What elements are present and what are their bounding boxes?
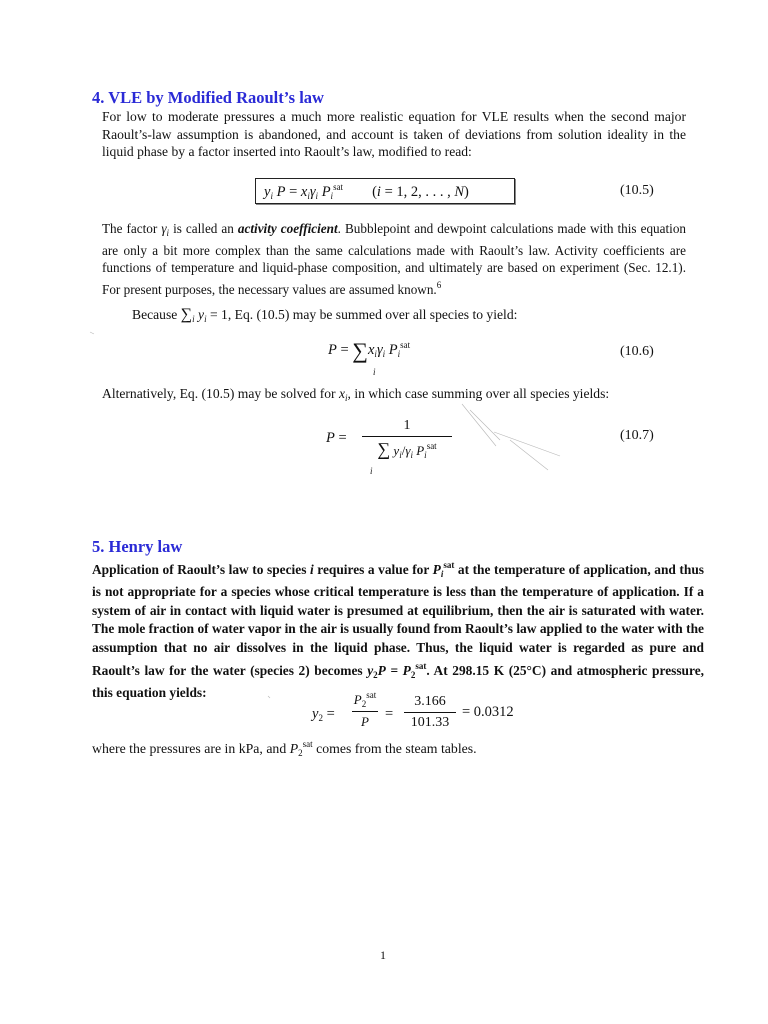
- equation-10-6: $P = \sum x_i\gamma_i$ $P_i^{sat}$: [328, 338, 411, 363]
- equation-10-5: $y_i$ $P = x_i\gamma_i$ $P_i^{sat}$ (i = 1, 2, . . . , N): [264, 182, 469, 201]
- section-4-activity-paragraph: The factor $\gamma_i$ is called an activity coefficient. Bubblepoint and dewpoint calculations made with this equation are only a bit more complex than the same calculations made with Raoult’s law. Activity coefficients are functions of temperature and liquid-phase composition, and ultimately are based on experiment (Sec. 12.1). For present purposes, the necessary values are assumed known.$^6$: [102, 221, 687, 297]
- equals-sign: =: [385, 706, 394, 722]
- equation-number-10-5: (10.5): [620, 183, 654, 198]
- closing-line: where the pressures are in kPa, and $P_2^{sat}$ comes from the steam tables.: [92, 739, 477, 758]
- section-4-intro: For low to moderate pressures a much more realistic equation for VLE results when the second major Raoult’s-law assumption is abandoned, and account is taken of deviations from solution ideality in the liquid phase by a factor inserted into Raoult’s law, modified to read:: [102, 109, 686, 159]
- alternatively-line: Alternatively, Eq. (10.5) may be solved for $x_i$, in which case summing over all species yields:: [102, 386, 610, 403]
- y2-ratio-fraction: $P_2^{sat}$ P: [353, 690, 377, 729]
- equation-10-7-fraction: 1 ∑ $y_i/\gamma_i$ $P_i^{sat}$: [362, 418, 452, 460]
- sum-index-10-7: i: [370, 466, 373, 476]
- y2-lhs: $y_2$ =: [312, 706, 335, 723]
- page-number: 1: [380, 948, 386, 962]
- y2-result: = 0.0312: [462, 704, 514, 720]
- y2-numeric-fraction: 3.166 101.33: [404, 694, 456, 731]
- equation-10-7-lhs: P =: [326, 430, 347, 446]
- sum-index-10-6: i: [373, 367, 376, 377]
- equation-number-10-7: (10.7): [620, 428, 654, 443]
- section-5-paragraph: Application of Raoult’s law to species i requires a value for $P_i^{sat}$ at the temperature of application, and thus is not appropriate for a species whose critical temperature is less than the temperature of application. If a system of air in contact with liquid water is presumed at equilibrium, then the air is saturated with water. The mole fraction of water vapor in the air is usually found from Raoult’s law applied to the water with the assumption that no air dissolves in the liquid phase. Thus, the liquid water is regarded as pure and Raoult’s law for the water (species 2) becomes $y_2P = P_2^{sat}$. At 298.15 K (25°C) and atmospheric pressure, this equation yields:: [92, 560, 705, 701]
- because-line: Because $\sum_i$ $y_i = 1$, Eq. (10.5) may be summed over all species to yield:: [132, 306, 518, 324]
- section-4-title: 4. VLE by Modified Raoult’s law: [92, 88, 324, 107]
- section-5-title: 5. Henry law: [92, 537, 183, 556]
- equation-number-10-6: (10.6): [620, 344, 654, 359]
